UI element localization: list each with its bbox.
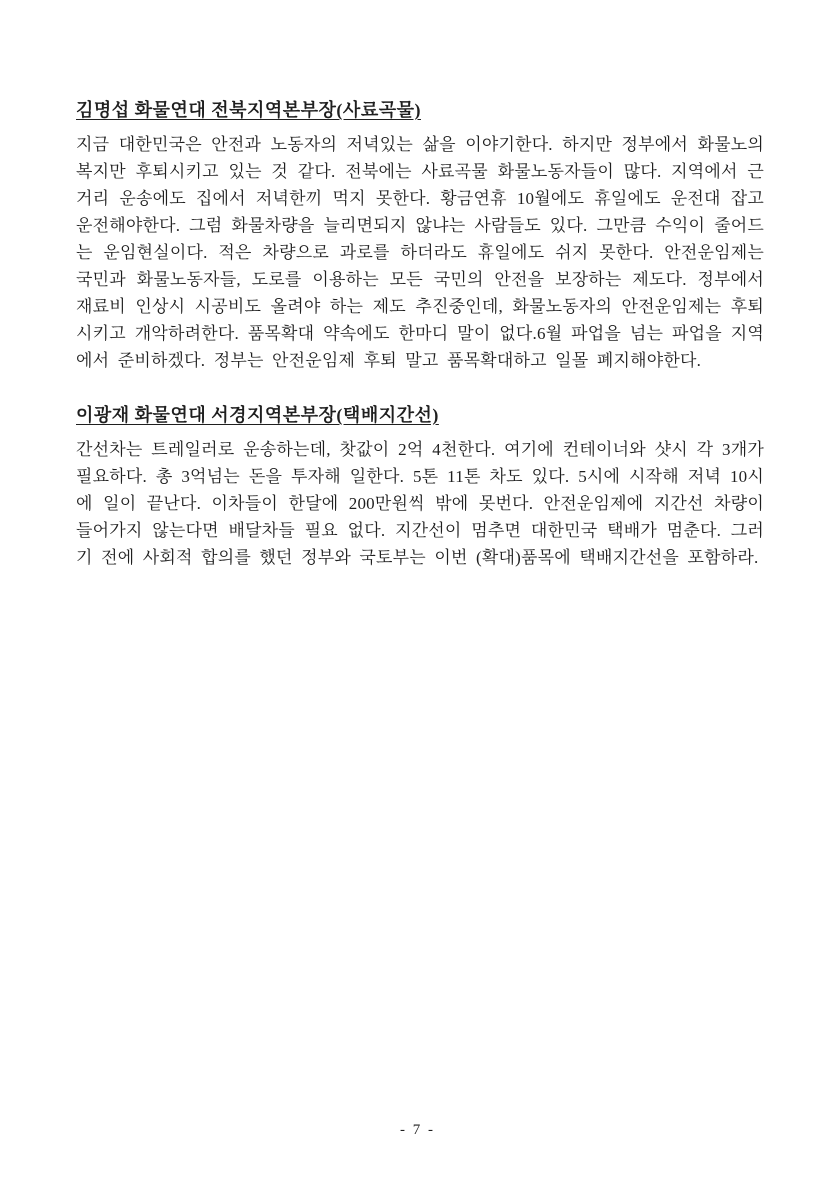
section-body-speaker-1: 지금 대한민국은 안전과 노동자의 저녁있는 삶을 이야기한다. 하지만 정부에서 화물노의 복지만 후퇴시키고 있는 것 같다. 전북에는 사료곡물 화물노동자들이 많다. 지역에서 근거리 운송에도 집에서 저녁한끼 먹지 못한다. 황금연휴 10월에도 휴일에도 운전대 잡고 운전해야한다. 그럼 화물차량을 늘리면되지 않냐는 사람들도 있다. 그만큼 수익이 줄어드는 운임현실이다. 적은 차량으로 과로를 하더라도 휴일에도 쉬지 못한다. 안전운임제는 국민과 화물노동자들, 도로를 이용하는 모든 국민의 안전을 보장하는 제도다. 정부에서 재료비 인상시 시공비도 올려야 하는 제도 추진중인데, 화물노동자의 안전운임제는 후퇴시키고 개악하려한다. 품목확대 약속에도 한마디 말이 없다.6월 파업을 넘는 파업을 지역에서 준비하겠다. 정부는 안전운임제 후퇴 말고 품목확대하고 일몰 폐지해야한다. bbox=[76, 135, 764, 370]
section-body-speaker-2: 간선차는 트레일러로 운송하는데, 찻값이 2억 4천한다. 여기에 컨테이너와 샷시 각 3개가 필요하다. 총 3억넘는 돈을 투자해 일한다. 5톤 11톤 차도 있다. 5시에 시작해 저녁 10시에 일이 끝난다. 이차들이 한달에 200만원씩 밖에 못번다. 안전운임제에 지간선 차량이 들어가지 않는다면 배달차들 필요 없다. 지간선이 멈추면 대한민국 택배가 멈춘다. 그러기 전에 사회적 합의를 했던 정부와 국토부는 이번 (확대)품목에 택배지간선을 포함하라. bbox=[76, 440, 764, 567]
section-speaker-1 bbox=[76, 97, 764, 374]
document-content bbox=[76, 97, 764, 599]
section-speaker-2 bbox=[76, 402, 764, 571]
page-number: - 7 - bbox=[400, 1122, 435, 1138]
section-heading-speaker-2: 이광재 화물연대 서경지역본부장(택배지간선) bbox=[76, 405, 439, 425]
section-heading-speaker-1: 김명섭 화물연대 전북지역본부장(사료곡물) bbox=[76, 100, 421, 120]
